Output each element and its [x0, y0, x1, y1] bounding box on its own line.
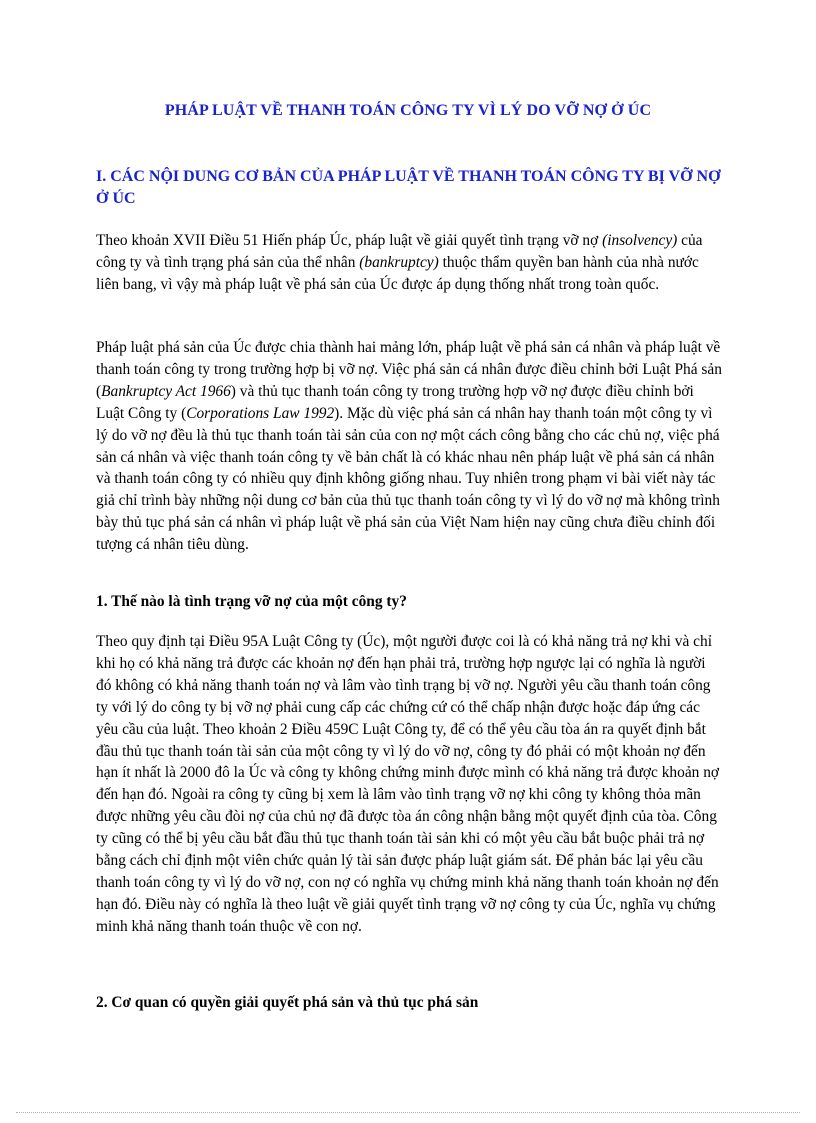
- paragraph-text: của công ty và tình trạng phá sản của thể nhân: [96, 232, 703, 271]
- paragraph-constitution: [96, 230, 724, 296]
- paragraph-bankruptcy-law: [96, 337, 724, 556]
- document-title: PHÁP LUẬT VỀ THANH TOÁN CÔNG TY VÌ LÝ DO VỠ NỢ Ở ÚC: [164, 102, 652, 119]
- paragraph-text: Pháp luật phá sản của Úc được chia thành hai mảng lớn, pháp luật về phá sản cá nhân và pháp luật về thanh toán công ty trong trường hợp bị vỡ nợ. Việc phá sản cá nhân được điều chỉnh bởi Luật Phá sản (: [96, 339, 722, 400]
- paragraph-text: thuộc thẩm quyền ban hành của nhà nước liên bang, vì vậy mà pháp luật về phá sản của Úc được áp dụng thống nhất trong toàn quốc.: [96, 253, 699, 293]
- page-bottom-border: [16, 1112, 800, 1113]
- paragraph-insolvency-definition: Theo quy định tại Điều 95A Luật Công ty (Úc), một người được coi là có khả năng trả nợ khi và chỉ khi họ có khả năng trả được các khoản nợ đến hạn phải trả, trường hợp ngược lại có nghĩa là người đó không có khả năng thanh toán nợ và lâm vào tình trạng bị vỡ nợ. Người yêu cầu thanh toán công ty với lý do công ty bị vỡ nợ phải cung cấp các chứng cứ có thể chấp nhận được hoặc đáp ứng các yêu cầu của luật. Theo khoản 2 Điều 459C Luật Công ty, để có thể yêu cầu tòa án ra quyết định bắt đầu thủ tục thanh toán tài sản của một công ty vì lý do vỡ nợ, công ty đó phải có một khoản nợ đến hạn ít nhất là 2000 đô la Úc và công ty không chứng minh được mình có khả năng trả được khoản nợ đến hạn đó. Ngoài ra công ty cũng bị xem là lâm vào tình trạng vỡ nợ khi công ty không thỏa mãn được những yêu cầu đòi nợ của chủ nợ đã được tòa án công nhận bằng một quyết định của tòa. Công ty cũng có thể bị yêu cầu bắt đầu thủ tục thanh toán tài sản khi có một yêu cầu bắt buộc phải trả nợ bằng cách chỉ định một viên chức quản lý tài sản được pháp luật giám sát. Để phản bác lại yêu cầu thanh toán công ty vì lý do vỡ nợ, con nợ có nghĩa vụ chứng minh khả năng thanh toán khoản nợ đến hạn đó. Điều này có nghĩa là theo luật về giải quyết tình trạng vỡ nợ công ty của Úc, nghĩa vụ chứng minh khả năng thanh toán thuộc về con nợ.: [96, 633, 720, 935]
- paragraph-text: Theo khoản XVII Điều 51 Hiến pháp Úc, pháp luật về giải quyết tình trạng vỡ nợ: [96, 232, 603, 249]
- paragraph-text: ) và thủ tục thanh toán công ty trong trường hợp vỡ nợ được điều chỉnh bởi Luật Công ty (: [96, 382, 694, 422]
- term-bankruptcy: (bankruptcy): [359, 253, 439, 271]
- term-insolvency: (insolvency): [602, 232, 678, 249]
- paragraph-text: ). Mặc dù việc phá sản cá nhân hay thanh toán một công ty vì lý do vỡ nợ đều là thủ tục thanh toán tài sản của con nợ một cách công bằng cho các chủ nợ, việc phá sản cá nhân và việc thanh toán công ty về bản chất là có khác nhau nên pháp luật về phá sản cá nhân và thanh toán công ty có nhiều quy định không giống nhau. Tuy nhiên trong phạm vi bài viết này tác giả chỉ trình bày những nội dung cơ bản của thủ tục thanh toán công ty vì lý do vỡ nợ mà không trình bày thủ tục phá sản cá nhân vì pháp luật về phá sản của Việt Nam hiện nay cũng chưa điều chỉnh đối tượng cá nhân tiêu dùng.: [96, 404, 720, 554]
- section-heading: I. CÁC NỘI DUNG CƠ BẢN CỦA PHÁP LUẬT VỀ THANH TOÁN CÔNG TY BỊ VỠ NỢ Ở ÚC: [96, 168, 721, 207]
- term-bankruptcy-act: Bankruptcy Act 1966: [101, 382, 231, 400]
- subheading-competent-authority: 2. Cơ quan có quyền giải quyết phá sản và thủ tục phá sản: [96, 994, 479, 1011]
- term-corporations-law: Corporations Law 1992: [186, 404, 335, 422]
- subheading-insolvency-definition: 1. Thế nào là tình trạng vỡ nợ của một công ty?: [96, 593, 407, 610]
